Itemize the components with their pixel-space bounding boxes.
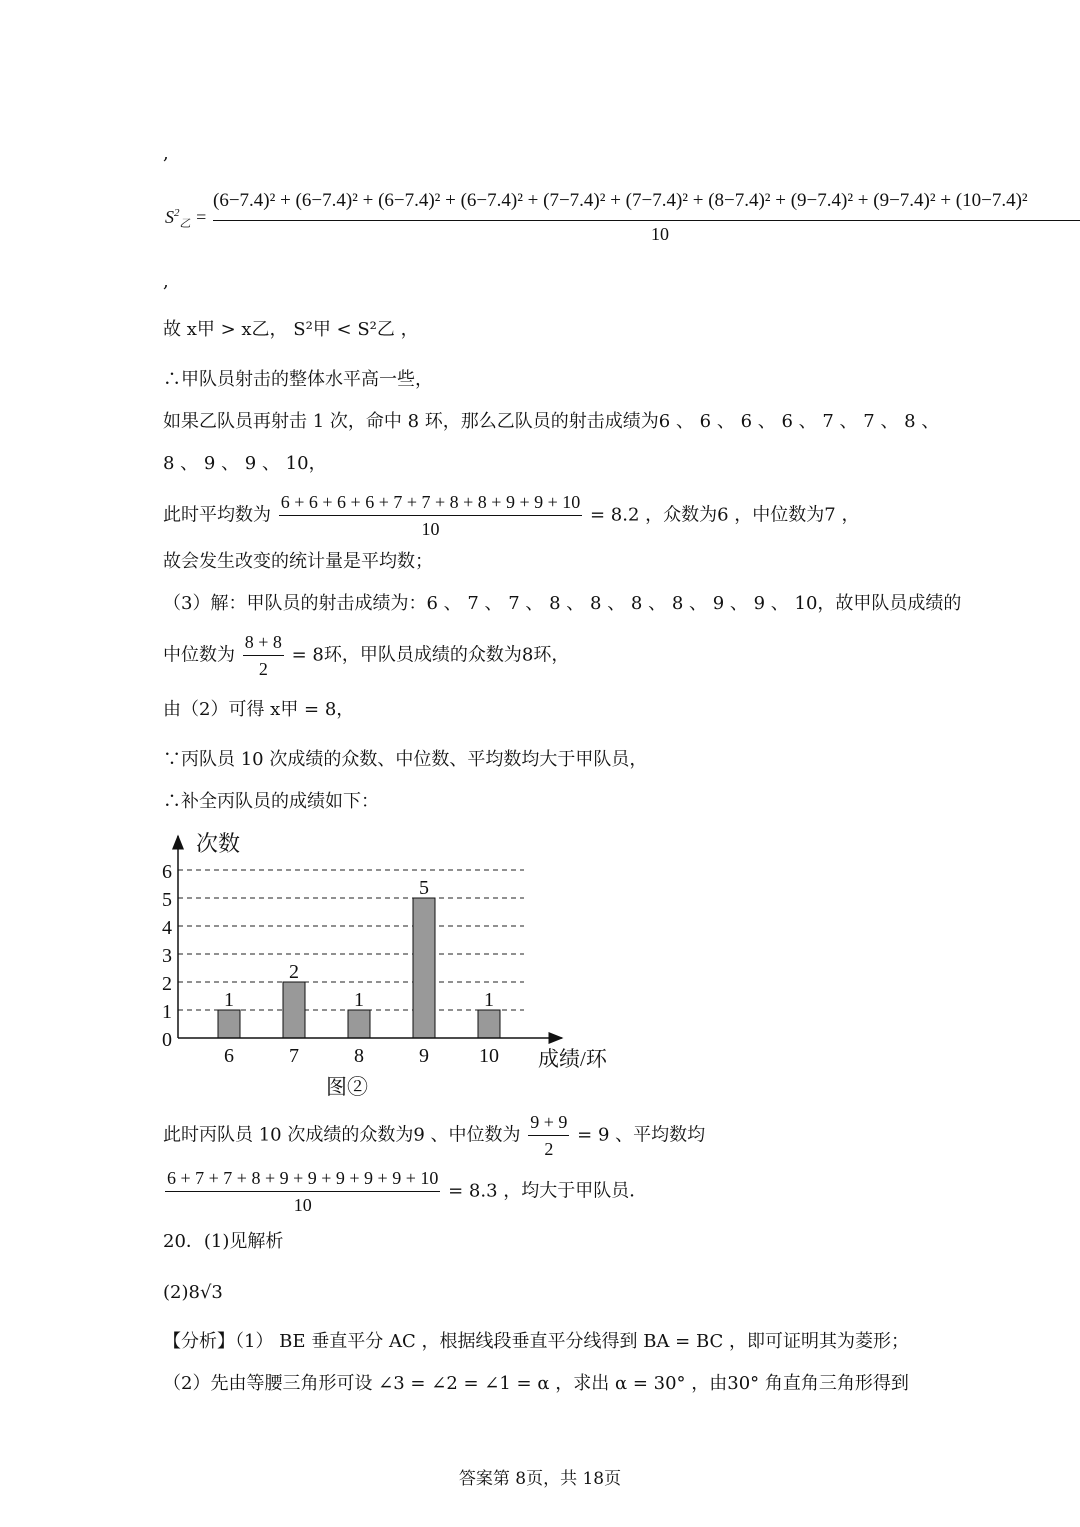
comma-1: , bbox=[163, 143, 169, 164]
comma-2: , bbox=[163, 271, 169, 292]
variance-symbol: $S^2_乙$ = bbox=[165, 207, 208, 230]
extra-shot-line-2: 8 、 9 、 9 、 10， bbox=[163, 453, 327, 474]
fraction-bar bbox=[213, 220, 1080, 221]
bing-median-fraction bbox=[528, 1110, 569, 1161]
change-line: 故会发生改变的统计量是平均数； bbox=[163, 551, 433, 572]
y-tick-label: 4 bbox=[162, 917, 172, 939]
chart-bars bbox=[218, 898, 500, 1038]
page-footer: 答案第 8页，共 18页 bbox=[458, 1469, 622, 1489]
median-fraction bbox=[243, 630, 284, 681]
bar-value-label: 1 bbox=[484, 989, 494, 1011]
compare-line: 故 x甲 > x乙， S²甲 < S²乙 ， bbox=[163, 319, 419, 340]
median-suffix: = 8环，甲队员成绩的众数为8环， bbox=[291, 644, 570, 666]
variance-numerator: (6−7.4)² + (6−7.4)² + (6−7.4)² + (6−7.4)² + (7−7.4)² + (7−7.4)² + (8−7.4)² + (9−7.4)² + (9−7.4)² + (10−7.4)² bbox=[213, 190, 1028, 211]
bing-median-numerator: 9 + 9 bbox=[528, 1110, 569, 1136]
bar-value-label: 1 bbox=[224, 989, 234, 1011]
y-tick-label: 3 bbox=[162, 945, 172, 967]
mean-denominator: 10 bbox=[421, 519, 440, 539]
y-axis-label: 次数 bbox=[196, 831, 241, 856]
x-tick-label: 10 bbox=[479, 1045, 499, 1067]
bing-mode-line bbox=[163, 1110, 705, 1161]
bing-mean-line bbox=[163, 1166, 647, 1217]
y-tick-labels bbox=[162, 861, 172, 1051]
mean-numerator: 6 + 6 + 6 + 6 + 7 + 7 + 8 + 8 + 9 + 9 + 10 bbox=[279, 490, 583, 516]
chart-caption: 图② bbox=[326, 1075, 368, 1099]
analysis-line-2: （2）先由等腰三角形可设 ∠3 = ∠2 = ∠1 = α ，求出 α = 30° ，由30° 角直角三角形得到 bbox=[163, 1373, 909, 1394]
therefore-line: ∴补全丙队员的成绩如下： bbox=[163, 791, 379, 812]
y-tick-label: 6 bbox=[162, 861, 172, 883]
mean-line bbox=[163, 490, 859, 541]
y-tick-label: 0 bbox=[162, 1029, 172, 1051]
analysis-line-1: 【分析】（1） BE 垂直平分 AC ，根据线段垂直平分线得到 BA = BC ，即可证明其为菱形； bbox=[163, 1331, 910, 1352]
bar-10 bbox=[478, 1010, 500, 1038]
bar-value-labels bbox=[224, 877, 494, 1011]
variance-formula-yi bbox=[163, 188, 1080, 248]
from-part2-line: 由（2）可得 x甲 = 8， bbox=[163, 699, 355, 720]
y-tick-label: 5 bbox=[162, 889, 172, 911]
bar-7 bbox=[283, 982, 305, 1038]
x-tick-label: 9 bbox=[419, 1045, 429, 1067]
mean-suffix: = 8.2 ，众数为6 ，中位数为7 ， bbox=[589, 504, 860, 526]
bar-8 bbox=[348, 1010, 370, 1038]
median-denominator: 2 bbox=[258, 659, 268, 679]
bing-mean-suffix: = 8.3 ，均大于甲队员． bbox=[448, 1180, 648, 1202]
bar-6 bbox=[218, 1010, 240, 1038]
bing-mode-prefix: 此时丙队员 10 次成绩的众数为9 、中位数为 bbox=[163, 1124, 521, 1146]
bing-median-denominator: 2 bbox=[544, 1139, 554, 1159]
median-prefix: 中位数为 bbox=[163, 644, 235, 666]
conclusion-line: ∴甲队员射击的整体水平高一些， bbox=[163, 369, 433, 390]
median-numerator: 8 + 8 bbox=[243, 630, 284, 656]
because-line: ∵丙队员 10 次成绩的众数、中位数、平均数均大于甲队员， bbox=[163, 749, 648, 770]
bing-mean-numerator: 6 + 7 + 7 + 8 + 9 + 9 + 9 + 9 + 9 + 10 bbox=[165, 1166, 440, 1192]
bar-value-label: 1 bbox=[354, 989, 364, 1011]
score-bar-chart bbox=[150, 826, 630, 1106]
variance-denominator: 10 bbox=[651, 224, 669, 244]
x-tick-labels bbox=[224, 1045, 499, 1067]
median-line bbox=[163, 630, 569, 681]
extra-shot-line-1: 如果乙队员再射击 1 次，命中 8 环，那么乙队员的射击成绩为6 、 6 、 6 、 6 、 7 、 7 、 8 、 bbox=[163, 411, 940, 432]
bar-9 bbox=[413, 898, 435, 1038]
x-tick-label: 8 bbox=[354, 1045, 364, 1067]
bar-value-label: 2 bbox=[289, 961, 299, 983]
q20-answer-2: (2)8√3 bbox=[163, 1282, 223, 1303]
part3-line-1: （3）解：甲队员的射击成绩为：6 、 7 、 7 、 8 、 8 、 8 、 8 、 9 、 9 、 10，故甲队员成绩的 bbox=[163, 593, 962, 614]
bing-mean-fraction bbox=[165, 1166, 440, 1217]
x-tick-label: 6 bbox=[224, 1045, 234, 1067]
bing-mode-suffix: = 9 、平均数均 bbox=[577, 1124, 706, 1146]
y-tick-label: 1 bbox=[162, 1001, 172, 1023]
y-tick-label: 2 bbox=[162, 973, 172, 995]
q20-title: 20．(1)见解析 bbox=[163, 1231, 284, 1252]
bing-mean-denominator: 10 bbox=[293, 1195, 312, 1215]
x-axis-label: 成绩/环 bbox=[538, 1047, 607, 1071]
mean-fraction bbox=[279, 490, 583, 541]
x-tick-label: 7 bbox=[289, 1045, 299, 1067]
bar-value-label: 5 bbox=[419, 877, 429, 899]
mean-prefix: 此时平均数为 bbox=[163, 504, 271, 526]
